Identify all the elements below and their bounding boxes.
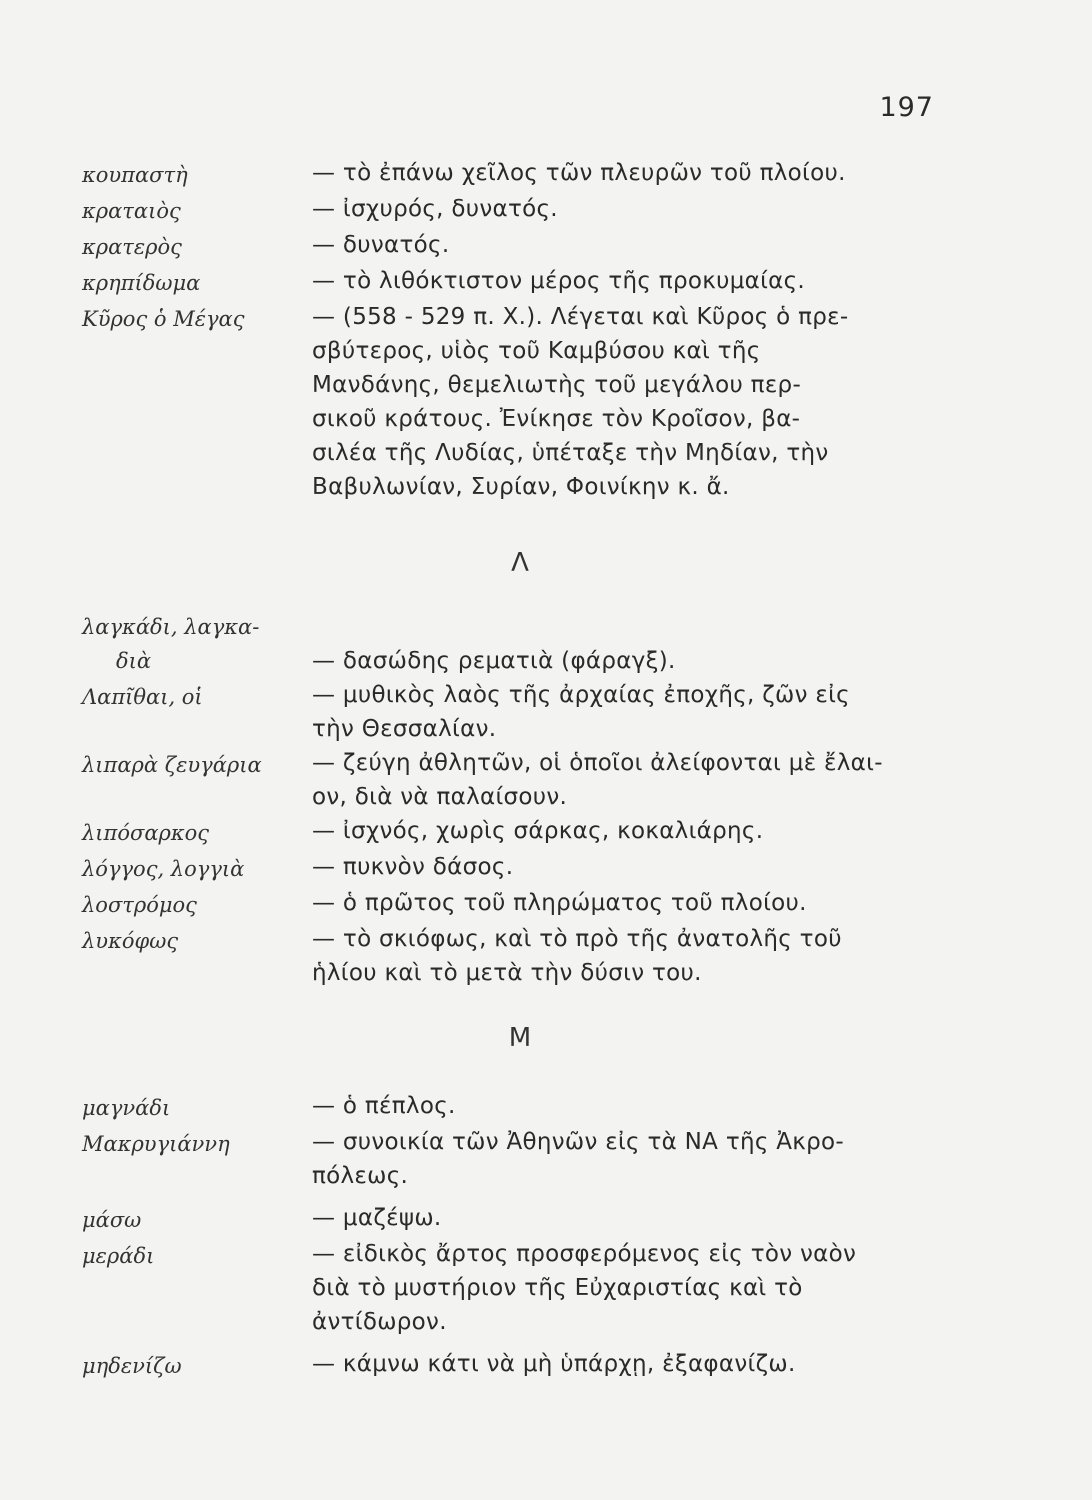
glossary-section-l — [82, 608, 962, 990]
entry-term: Κῦρος ὁ Μέγας — [82, 307, 245, 331]
section-letter-lambda: Λ — [511, 548, 529, 578]
glossary-entry — [82, 678, 962, 746]
entry-definition: — εἰδικὸς ἄρτος προσφερόμενος εἰς τὸν ναὸν διὰ τὸ μυστήριον τῆς Εὐχαριστίας καὶ τὸ ἀντίδωρον. — [312, 1237, 993, 1339]
entry-term: κραταιὸς — [82, 199, 181, 223]
entry-definition: — ζεύγη ἀθλητῶν, οἱ ὁποῖοι ἀλείφονται μὲ ἔλαι- ον, διὰ νὰ παλαίσουν. — [312, 746, 993, 814]
glossary-entry — [82, 746, 962, 814]
entry-definition: — κάμνω κάτι νὰ μὴ ὑπάρχῃ, ἐξαφανίζω. — [312, 1347, 993, 1381]
entry-definition: — ἰσχυρός, δυνατός. — [312, 192, 993, 226]
entry-definition: — δυνατός. — [312, 228, 993, 262]
entry-term: λαγκάδι, λαγκα- διὰ — [82, 615, 260, 673]
entry-term: μάσω — [82, 1208, 142, 1232]
glossary-entry — [82, 850, 962, 886]
glossary-entry — [82, 300, 962, 504]
glossary-entry — [82, 1237, 962, 1339]
entry-definition: — δασώδης ρεματιὰ (φάραγξ). — [312, 644, 993, 678]
glossary-entry — [82, 886, 962, 922]
entry-definition: — ὁ πρῶτος τοῦ πληρώματος τοῦ πλοίου. — [312, 886, 993, 920]
entry-term: μαγνάδι — [82, 1096, 171, 1120]
entry-term: λιπόσαρκος — [82, 821, 210, 845]
entry-definition: — ἰσχνός, χωρὶς σάρκας, κοκαλιάρης. — [312, 814, 993, 848]
glossary-entry — [82, 1201, 962, 1237]
entry-term: λιπαρὰ ζευγάρια — [82, 753, 262, 777]
glossary-entry — [82, 1347, 962, 1383]
glossary-entry — [82, 1125, 962, 1193]
entry-term: μεράδι — [82, 1244, 155, 1268]
entry-term: λυκόφως — [82, 929, 179, 953]
glossary-section-k — [82, 156, 962, 504]
entry-term: κρατερὸς — [82, 235, 182, 259]
entry-definition: — μαζέψω. — [312, 1201, 993, 1235]
entry-definition: — (558 - 529 π. Χ.). Λέγεται καὶ Κῦρος ὁ πρε- σβύτερος, υἱὸς τοῦ Καμβύσου καὶ τῆς Μανδάνης, θεμελιωτὴς τοῦ μεγάλου περ- σικοῦ κράτους. Ἐνίκησε τὸν Κροῖσον, βα- σιλέα τῆς Λυδίας, ὑπέταξε τὴν Μηδίαν, τὴν Βαβυλωνίαν, Συρίαν, Φοινίκην κ. ἄ. — [312, 300, 993, 504]
entry-definition: — τὸ λιθόκτιστον μέρος τῆς προκυμαίας. — [312, 264, 993, 298]
glossary-entry — [82, 608, 962, 678]
entry-definition: — τὸ σκιόφως, καὶ τὸ πρὸ τῆς ἀνατολῆς τοῦ ἡλίου καὶ τὸ μετὰ τὴν δύσιν του. — [312, 922, 993, 990]
glossary-entry — [82, 228, 962, 264]
glossary-section-m — [82, 1089, 962, 1383]
entry-term: μηδενίζω — [82, 1354, 182, 1378]
entry-definition: — τὸ ἐπάνω χεῖλος τῶν πλευρῶν τοῦ πλοίου. — [312, 156, 993, 190]
entry-definition: — συνοικία τῶν Ἀθηνῶν εἰς τὰ ΝΑ τῆς Ἀκρο- πόλεως. — [312, 1125, 993, 1193]
glossary-entry — [82, 1089, 962, 1125]
entry-term: Λαπῖθαι, οἱ — [82, 685, 203, 709]
section-letter-mu: Μ — [508, 1023, 532, 1053]
glossary-entry — [82, 922, 962, 990]
glossary-entry — [82, 264, 962, 300]
entry-definition: — μυθικὸς λαὸς τῆς ἀρχαίας ἐποχῆς, ζῶν εἰς τὴν Θεσσαλίαν. — [312, 678, 993, 746]
glossary-entry — [82, 192, 962, 228]
entry-term: λοστρόμος — [82, 893, 197, 917]
entry-term: Μακρυγιάννη — [82, 1132, 230, 1156]
entry-term: κουπαστὴ — [82, 163, 188, 187]
entry-definition: — ὁ πέπλος. — [312, 1089, 993, 1123]
glossary-entry — [82, 814, 962, 850]
entry-definition: — πυκνὸν δάσος. — [312, 850, 993, 884]
page-number: 197 — [879, 92, 934, 123]
entry-term: κρηπίδωμα — [82, 271, 201, 295]
entry-term: λόγγος, λογγιὰ — [82, 857, 245, 881]
glossary-entry — [82, 156, 962, 192]
